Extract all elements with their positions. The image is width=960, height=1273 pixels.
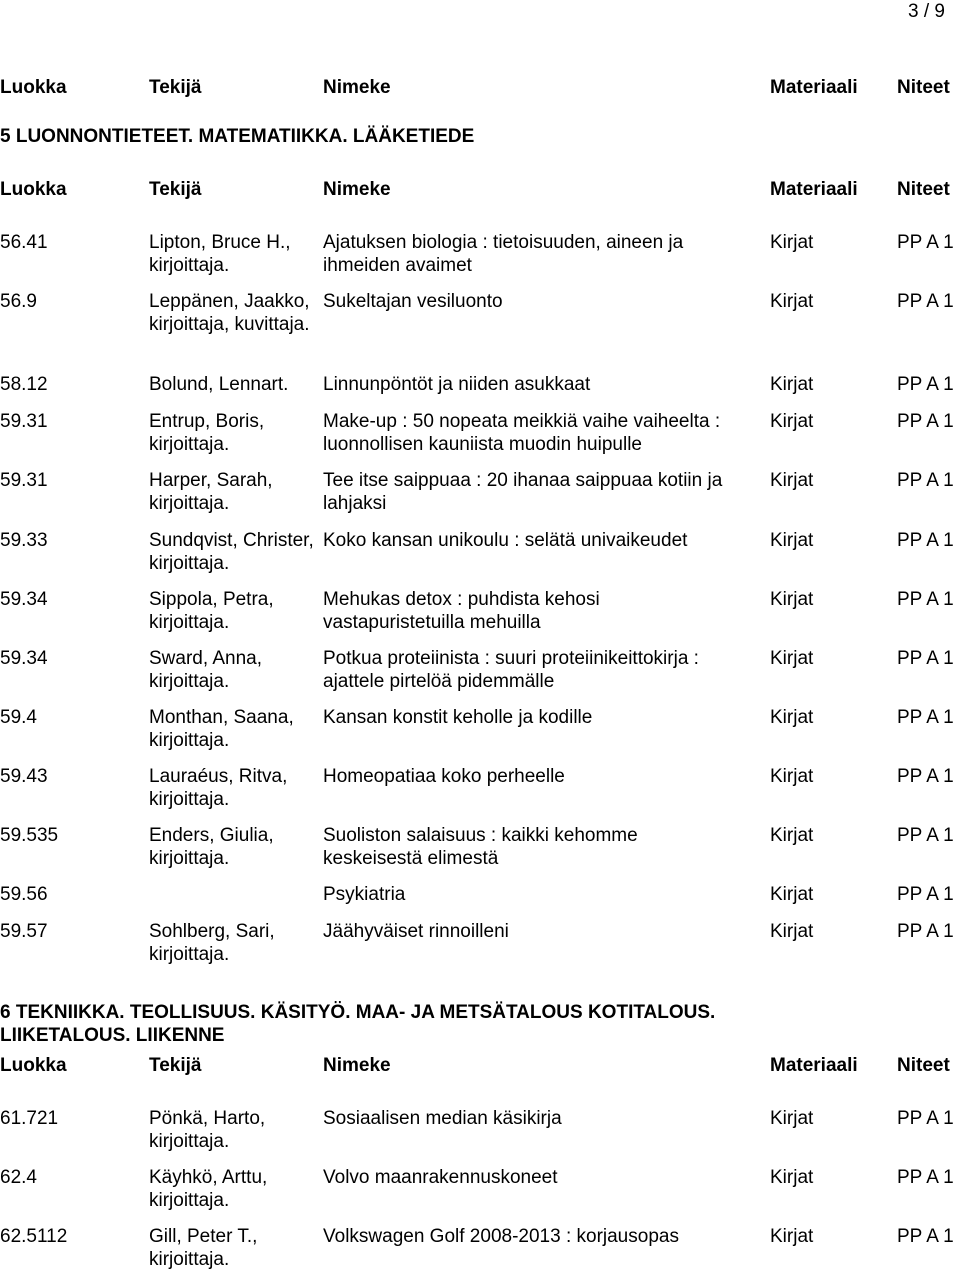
cell-tekija: Lauraéus, Ritva, kirjoittaja. [149, 766, 288, 810]
cell-nimeke: Make-up : 50 nopeata meikkiä vaihe vaiheelta : luonnollisen kauniista muodin huipulle [323, 411, 721, 455]
cell-materiaali: Kirjat [770, 589, 814, 610]
cell-tekija: Enders, Giulia, kirjoittaja. [149, 825, 274, 869]
cell-luokka: 59.57 [0, 921, 48, 942]
cell-niteet: PP A 1 [897, 470, 954, 491]
cell-nimeke: Potkua proteiinista : suuri proteiinikeittokirja : ajattele pirtelöä pidemmälle [323, 648, 699, 692]
cell-nimeke: Kansan konstit keholle ja kodille [323, 707, 593, 728]
cell-tekija: Entrup, Boris, kirjoittaja. [149, 411, 265, 455]
cell-materiaali: Kirjat [770, 374, 814, 395]
header-niteet: Niteet [897, 77, 950, 98]
cell-niteet: PP A 1 [897, 1108, 954, 1129]
cell-luokka: 58.12 [0, 374, 48, 395]
cell-materiaali: Kirjat [770, 291, 814, 312]
cell-materiaali: Kirjat [770, 707, 814, 728]
header-nimeke: Nimeke [323, 1055, 391, 1076]
cell-niteet: PP A 1 [897, 530, 954, 551]
header-luokka: Luokka [0, 1055, 67, 1076]
section-title-6-line2: LIIKETALOUS. LIIKENNE [0, 1025, 225, 1046]
cell-materiaali: Kirjat [770, 232, 814, 253]
cell-materiaali: Kirjat [770, 470, 814, 491]
cell-niteet: PP A 1 [897, 411, 954, 432]
cell-nimeke: Linnunpöntöt ja niiden asukkaat [323, 374, 591, 395]
header-tekija: Tekijä [149, 179, 202, 200]
cell-luokka: 62.5112 [0, 1226, 68, 1247]
cell-niteet: PP A 1 [897, 589, 954, 610]
cell-materiaali: Kirjat [770, 648, 814, 669]
cell-nimeke: Koko kansan unikoulu : selätä univaikeudet [323, 530, 688, 551]
header-niteet: Niteet [897, 1055, 950, 1076]
cell-materiaali: Kirjat [770, 921, 814, 942]
cell-tekija: Gill, Peter T., kirjoittaja. [149, 1226, 258, 1270]
header-nimeke: Nimeke [323, 77, 391, 98]
cell-luokka: 59.4 [0, 707, 37, 728]
cell-niteet: PP A 1 [897, 232, 954, 253]
page-number: 3 / 9 [908, 1, 945, 22]
header-luokka: Luokka [0, 179, 67, 200]
cell-niteet: PP A 1 [897, 648, 954, 669]
cell-tekija: Leppänen, Jaakko, kirjoittaja, kuvittaja. [149, 291, 310, 335]
cell-niteet: PP A 1 [897, 825, 954, 846]
cell-tekija: Pönkä, Harto, kirjoittaja. [149, 1108, 266, 1152]
cell-nimeke: Homeopatiaa koko perheelle [323, 766, 565, 787]
header-niteet: Niteet [897, 179, 950, 200]
cell-materiaali: Kirjat [770, 1167, 814, 1188]
cell-luokka: 59.34 [0, 589, 48, 610]
cell-niteet: PP A 1 [897, 1226, 954, 1247]
section-title-6: 6 TEKNIIKKA. TEOLLISUUS. KÄSITYÖ. MAA- JA METSÄTALOUS KOTITALOUS. [0, 1002, 716, 1023]
header-materiaali: Materiaali [770, 179, 858, 200]
cell-luokka: 59.535 [0, 825, 59, 846]
cell-luokka: 62.4 [0, 1167, 37, 1188]
cell-luokka: 59.31 [0, 470, 48, 491]
cell-materiaali: Kirjat [770, 530, 814, 551]
section-title-5: 5 LUONNONTIETEET. MATEMATIIKKA. LÄÄKETIEDE [0, 126, 475, 147]
cell-tekija: Lipton, Bruce H., kirjoittaja. [149, 232, 291, 276]
cell-luokka: 59.31 [0, 411, 48, 432]
header-luokka: Luokka [0, 77, 67, 98]
cell-tekija: Monthan, Saana, kirjoittaja. [149, 707, 294, 751]
cell-materiaali: Kirjat [770, 1226, 814, 1247]
header-tekija: Tekijä [149, 1055, 202, 1076]
cell-niteet: PP A 1 [897, 766, 954, 787]
cell-luokka: 61.721 [0, 1108, 59, 1129]
cell-nimeke: Jäähyväiset rinnoilleni [323, 921, 509, 942]
cell-niteet: PP A 1 [897, 707, 954, 728]
cell-niteet: PP A 1 [897, 921, 954, 942]
cell-tekija: Bolund, Lennart. [149, 374, 289, 395]
cell-niteet: PP A 1 [897, 374, 954, 395]
header-nimeke: Nimeke [323, 179, 391, 200]
cell-luokka: 59.43 [0, 766, 48, 787]
cell-nimeke: Psykiatria [323, 884, 406, 905]
cell-nimeke: Suoliston salaisuus : kaikki kehomme keskeisestä elimestä [323, 825, 638, 869]
cell-materiaali: Kirjat [770, 884, 814, 905]
cell-tekija: Sundqvist, Christer, kirjoittaja. [149, 530, 314, 574]
header-materiaali: Materiaali [770, 1055, 858, 1076]
cell-niteet: PP A 1 [897, 884, 954, 905]
cell-luokka: 59.34 [0, 648, 48, 669]
cell-materiaali: Kirjat [770, 766, 814, 787]
cell-materiaali: Kirjat [770, 1108, 814, 1129]
cell-nimeke: Volvo maanrakennuskoneet [323, 1167, 558, 1188]
cell-nimeke: Mehukas detox : puhdista kehosi vastapuristetuilla mehuilla [323, 589, 600, 633]
cell-luokka: 56.9 [0, 291, 37, 312]
cell-tekija: Harper, Sarah, kirjoittaja. [149, 470, 273, 514]
header-materiaali: Materiaali [770, 77, 858, 98]
cell-luokka: 56.41 [0, 232, 48, 253]
cell-luokka: 59.33 [0, 530, 48, 551]
cell-materiaali: Kirjat [770, 411, 814, 432]
cell-nimeke: Ajatuksen biologia : tietoisuuden, aineen ja ihmeiden avaimet [323, 232, 684, 276]
cell-nimeke: Volkswagen Golf 2008-2013 : korjausopas [323, 1226, 679, 1247]
cell-tekija: Sippola, Petra, kirjoittaja. [149, 589, 274, 633]
cell-nimeke: Sukeltajan vesiluonto [323, 291, 503, 312]
cell-tekija: Sward, Anna, kirjoittaja. [149, 648, 263, 692]
cell-nimeke: Sosiaalisen median käsikirja [323, 1108, 562, 1129]
cell-tekija: Käyhkö, Arttu, kirjoittaja. [149, 1167, 268, 1211]
header-tekija: Tekijä [149, 77, 202, 98]
cell-luokka: 59.56 [0, 884, 48, 905]
cell-materiaali: Kirjat [770, 825, 814, 846]
cell-niteet: PP A 1 [897, 1167, 954, 1188]
cell-nimeke: Tee itse saippuaa : 20 ihanaa saippuaa kotiin ja lahjaksi [323, 470, 723, 514]
cell-niteet: PP A 1 [897, 291, 954, 312]
cell-tekija: Sohlberg, Sari, kirjoittaja. [149, 921, 275, 965]
